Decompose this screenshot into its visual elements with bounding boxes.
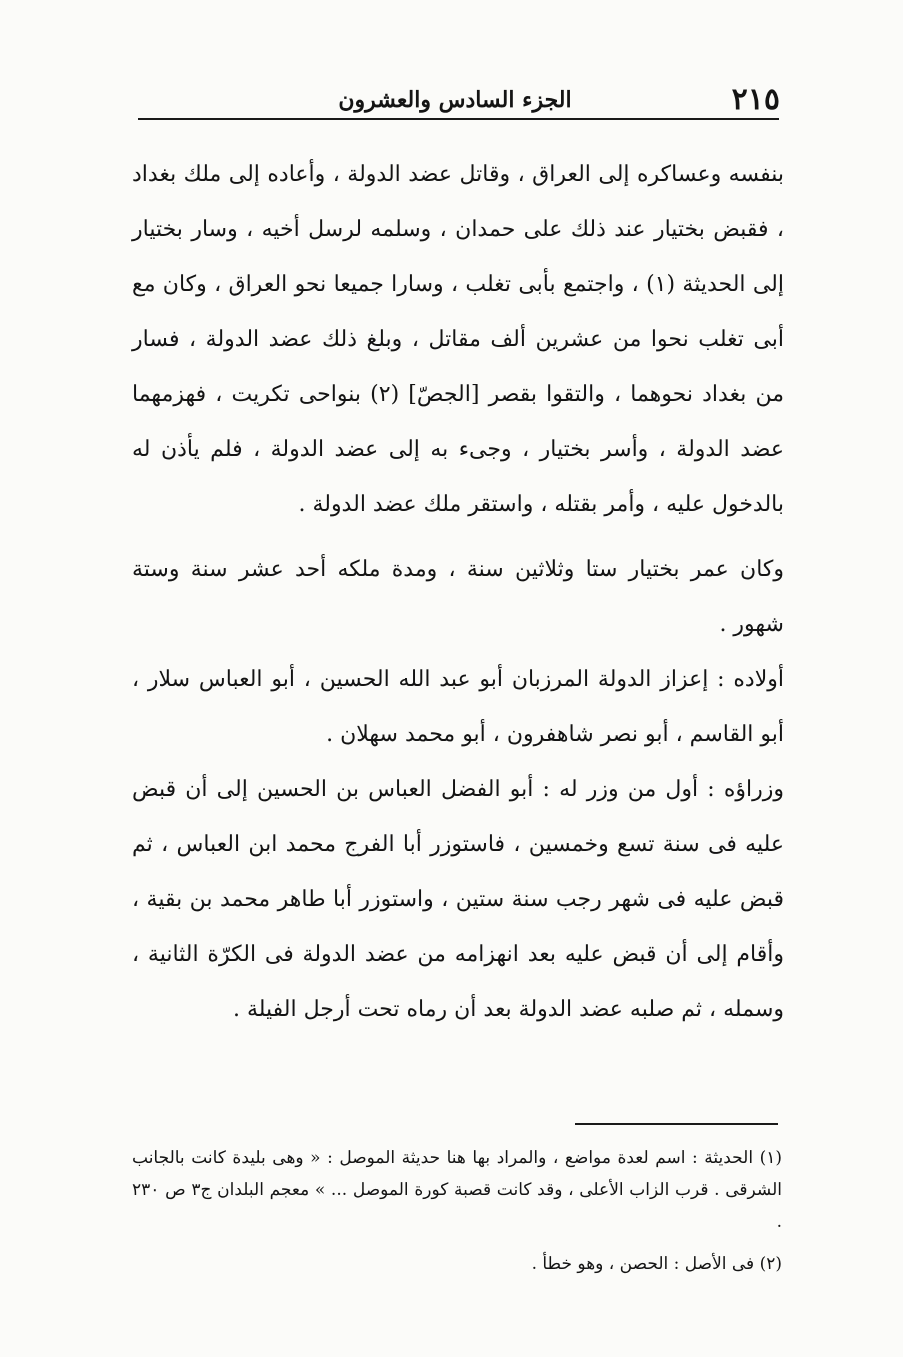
paragraph-3: أولاده : إعزاز الدولة المرزبان أبو عبد الله الحسين ، أبو العباس سلار ، أبو القاسم ، أبو نصر شاهفرون ، أبو محمد سهلان . bbox=[132, 667, 784, 747]
footnote-rule bbox=[575, 1123, 778, 1125]
paragraph-1: بنفسه وعساكره إلى العراق ، وقاتل عضد الدولة ، وأعاده إلى ملك بغداد ، فقبض بختيار عند ذلك على حمدان ، وسلمه لرسل أخيه ، وسار بختيار إلى الحديثة (١) ، واجتمع بأبى تغلب ، وسارا جميعا نحو العراق ، وكان مع أبى تغلب نحوا من عشرين ألف مقاتل ، وبلغ ذلك عضد الدولة ، فسار من بغداد نحوهما ، والتقوا بقصر [الجصّ] (٢) بنواحى تكريت ، فهزمهما عضد الدولة ، وأسر بختيار ، وجىء به إلى عضد الدولة ، فلم يأذن له بالدخول عليه ، وأمر بقتله ، واستقر ملك عضد الدولة . bbox=[132, 162, 784, 517]
running-head: الجزء السادس والعشرون bbox=[338, 87, 572, 113]
footnotes bbox=[132, 1142, 782, 1280]
page-header bbox=[130, 80, 780, 120]
footnote-1: (١) الحديثة : اسم لعدة مواضع ، والمراد بها هنا حديثة الموصل : « وهى بليدة كانت بالجانب الشرقى . قرب الزاب الأعلى ، وقد كانت قصبة كورة الموصل ... » معجم البلدان ج٣ ص ٢٣٠ . bbox=[132, 1148, 782, 1232]
header-rule bbox=[138, 118, 779, 120]
footnote-2: (٢) فى الأصل : الحصن ، وهو خطأ . bbox=[531, 1254, 782, 1274]
page-number: ٢١٥ bbox=[731, 82, 780, 117]
paragraph-4: وزراؤه : أول من وزر له : أبو الفضل العباس بن الحسين إلى أن قبض عليه فى سنة تسع وخمسين ، فاستوزر أبا الفرج محمد ابن العباس ، ثم قبض عليه فى شهر رجب سنة ستين ، واستوزر أبا طاهر محمد بن بقية ، وأقام إلى أن قبض عليه بعد انهزامه من عضد الدولة فى الكرّة الثانية ، وسمله ، ثم صلبه عضد الدولة بعد أن رماه تحت أرجل الفيلة . bbox=[132, 777, 784, 1022]
main-text bbox=[132, 147, 784, 1037]
paragraph-2: وكان عمر بختيار ستا وثلاثين سنة ، ومدة ملكه أحد عشر سنة وستة شهور . bbox=[132, 557, 784, 637]
